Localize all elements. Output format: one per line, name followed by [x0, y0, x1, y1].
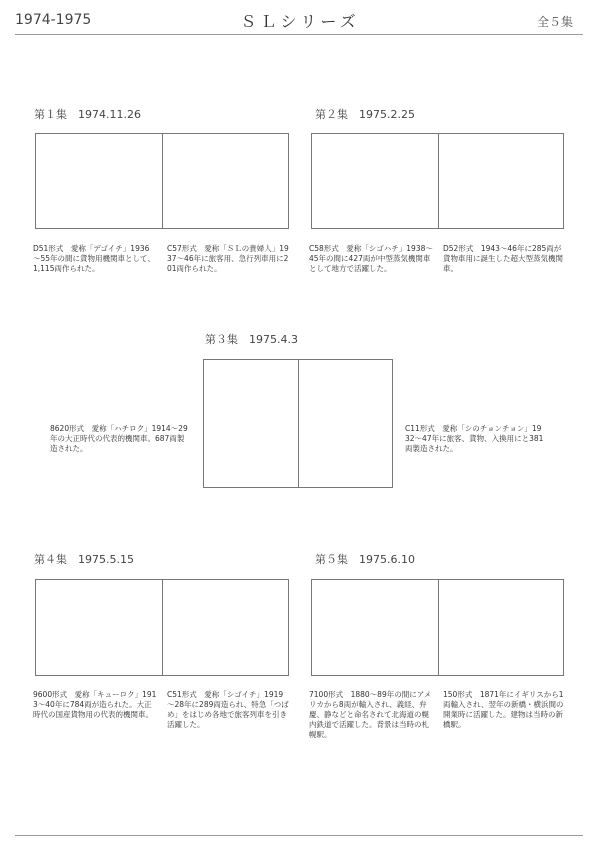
- stamp-divider: [298, 360, 299, 487]
- page-title: ＳＬシリーズ: [240, 12, 360, 31]
- footer-divider: [15, 835, 583, 836]
- set-5-stamp-frame: [311, 579, 564, 676]
- years-label: 1974-1975: [15, 12, 92, 28]
- stamp-divider: [162, 580, 163, 675]
- set-5-title: 第５集 1975.6.10: [315, 553, 415, 566]
- set-2-stamp-1-caption: C58形式 愛称「シゴハチ」1938～45年の間に427両が中型蒸気機関車として地方で活躍した。: [309, 244, 433, 273]
- set-3-stamp-frame: [203, 359, 393, 488]
- set-3-stamp-2-caption: C11形式 愛称「シのチョンチョン」1932～47年に旅客、貨物、入換用にと381両製造された。: [405, 424, 544, 453]
- set-4-stamp-2-caption: C51形式 愛称「シゴイチ」1919～28年に289両造られ、特急「つばめ」をはじめ各地で旅客列車を引き活躍した。: [167, 690, 289, 729]
- set-3-stamp-1-caption: 8620形式 愛称「ハチロク」1914～29年の大正時代の代表的機関車。687両製造された。: [50, 424, 188, 453]
- set-4-title: 第４集 1975.5.15: [34, 553, 134, 566]
- set-4-stamp-frame: [35, 579, 289, 676]
- stamp-divider: [438, 580, 439, 675]
- stamp-divider: [162, 134, 163, 228]
- set-5-stamp-2-caption: 150形式 1871年にイギリスから1両輸入され、翌年の新橋・横浜間の開業時に活躍した。建物は当時の新橋駅。: [443, 690, 564, 729]
- stamp-divider: [438, 134, 439, 228]
- set-1-stamp-frame: [35, 133, 289, 229]
- set-1-title: 第１集 1974.11.26: [34, 108, 141, 121]
- set-3-title: 第３集 1975.4.3: [205, 333, 298, 346]
- set-4-stamp-1-caption: 9600形式 愛称「キューロク」1913～40年に784両が造られた。大正時代の国産貨物用の代表的機関車。: [33, 690, 157, 719]
- header-divider: [15, 34, 583, 35]
- set-2-stamp-2-caption: D52形式 1943～46年に285両が貨物車用に誕生した超大型蒸気機関車。: [443, 244, 563, 273]
- set-5-stamp-1-caption: 7100形式 1880～89年の間にアメリカから8両が輸入され、義経、弁慶、静などと命名されて北海道の幌内鉄道で活躍した。背景は当時の札幌駅。: [309, 690, 432, 739]
- set-1-stamp-1-caption: D51形式 愛称「デゴイチ」1936～55年の間に貨物用機関車として、1,115両作られた。: [33, 244, 155, 273]
- set-count-label: 全５集: [536, 15, 573, 29]
- page-header: [0, 0, 600, 36]
- set-2-title: 第２集 1975.2.25: [315, 108, 415, 121]
- set-1-stamp-2-caption: C57形式 愛称「ＳＬの貴婦人」1937～46年に旅客用、急行列車用に201両作られた。: [167, 244, 289, 273]
- set-2-stamp-frame: [311, 133, 564, 229]
